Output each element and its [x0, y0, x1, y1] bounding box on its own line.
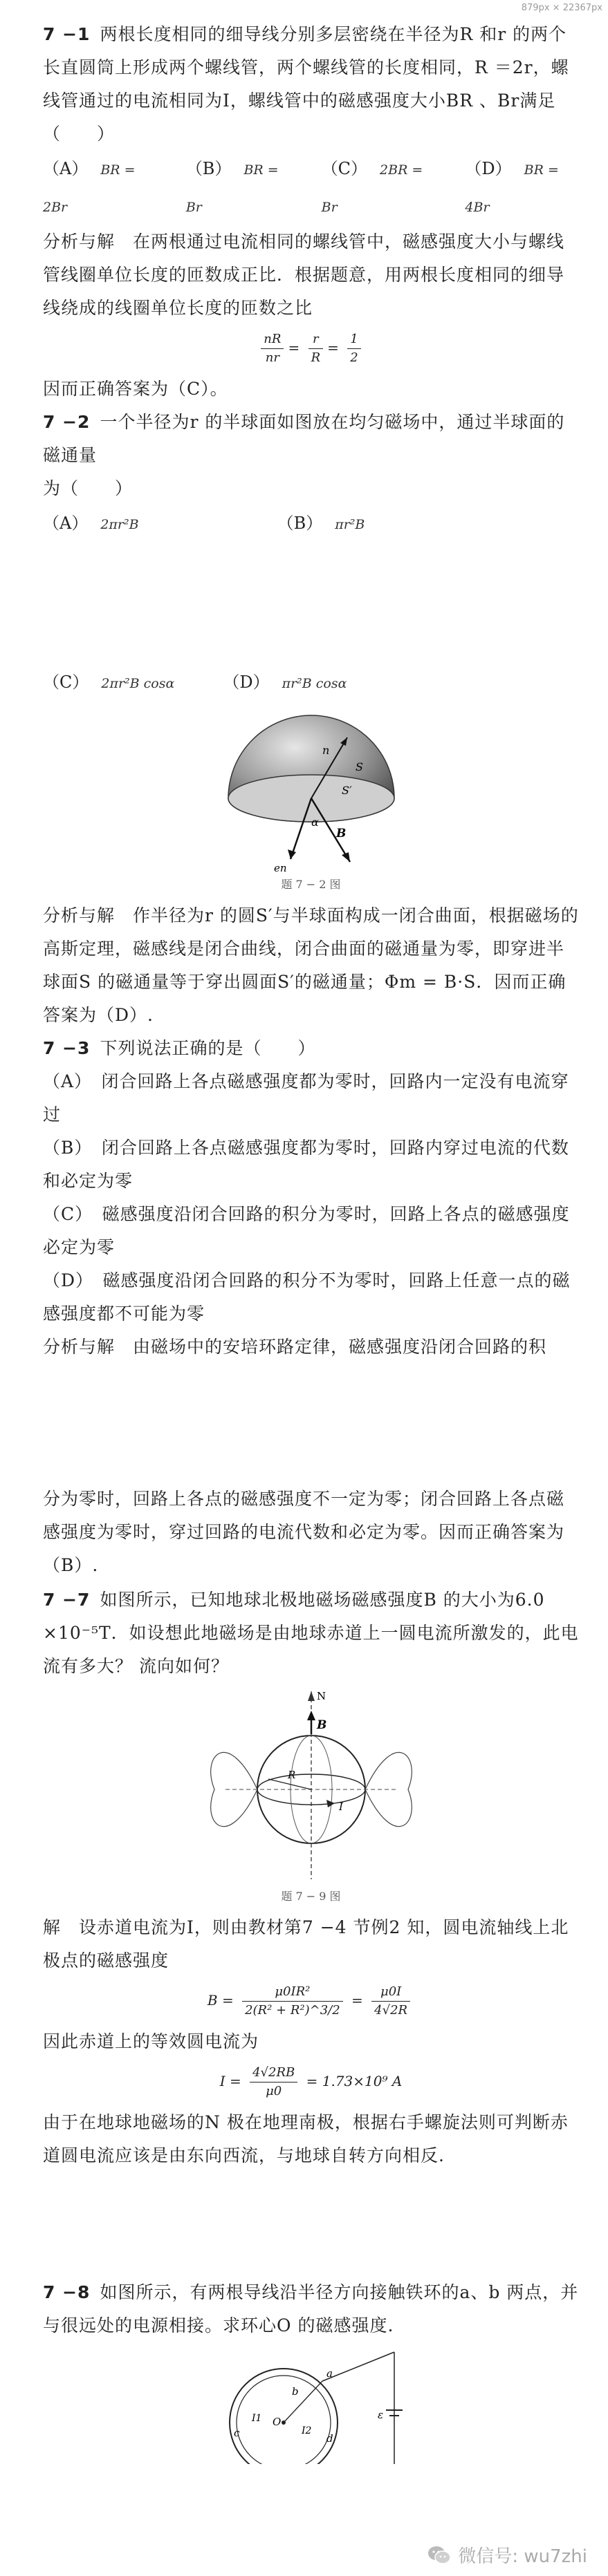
label-o: O [272, 2416, 281, 2428]
earth-figure [187, 1686, 436, 1886]
watermark-text: 微信号: wu7zhi [458, 2546, 587, 2567]
label-s: S [355, 760, 363, 773]
q1-options [43, 151, 579, 225]
label-en: en [273, 862, 287, 874]
content [43, 12, 579, 2464]
q8-text: 7 −8 如图所示，有两根导线沿半径方向接触铁环的a、b 两点，并与很远处的电源相接。求环心O 的磁感强度. [43, 2282, 579, 2335]
label-b: B [316, 1718, 326, 1732]
label-b: B [335, 827, 346, 840]
q2-options-row1 [43, 505, 579, 543]
label-r: R [287, 1769, 295, 1781]
label-c: c [233, 2427, 239, 2439]
q3-option-c: （C） 磁感强度沿闭合回路的积分为零时，回路上各点的磁感强度必定为零 [43, 1204, 570, 1257]
q1-option-d: （D） BR = 4Br [465, 159, 559, 215]
ring-figure [180, 2347, 443, 2464]
label-i2: I2 [301, 2425, 311, 2436]
q1-option-a: （A） BR = 2Br [43, 159, 136, 215]
label-a: a [326, 2367, 333, 2380]
q1-formula: $\frac{nR}{nr}$ = $\frac{r}{R}$ = $\frac{1}{2}$ [43, 330, 579, 367]
q2-option-b: （B） πr²B [277, 514, 365, 533]
q9-text: 7 −7 如图所示，已知地球北极地磁场磁感强度B 的大小为6.0 ×10⁻⁵T．如设想此地磁场是由地球赤道上一圆电流所激发的，此电流有多大？ 流向如何？ [43, 1590, 579, 1676]
label-i1: I1 [251, 2413, 261, 2424]
q1-option-c: （C） 2BR = Br [321, 159, 423, 215]
label-d: d [326, 2432, 333, 2445]
label-north: N [316, 1690, 326, 1702]
watermark [427, 2542, 587, 2568]
label-i: I [338, 1801, 343, 1813]
q2-head: 7 −2 [43, 412, 91, 432]
q3-option-b: （B） 闭合回路上各点磁感强度都为零时，回路内穿过电流的代数和必定为零 [43, 1138, 569, 1191]
q1-head: 7 −1 [43, 24, 91, 44]
q2-option-a: （A） 2πr²B [43, 514, 139, 533]
label-alpha: α [311, 816, 319, 829]
dimension-tag: 879px × 22367px [521, 3, 602, 13]
q1-answer: 因而正确答案为（C）。 [43, 379, 228, 399]
q9-head: 7 −7 [43, 1590, 91, 1610]
q8-head: 7 −8 [43, 2282, 91, 2302]
q3-head: 7 −3 [43, 1038, 91, 1058]
q3-analysis-2: 分为零时，回路上各点的磁感强度不一定为零；闭合回路上各点磁感强度为零时，穿过回路的电流代数和必定为零。因而正确答案为（B）. [43, 1489, 565, 1575]
q2-options-row2 [43, 664, 579, 702]
label-emf: ε [377, 2409, 383, 2421]
q9-solution: 解 设赤道电流为I，则由教材第7 −4 节例2 知，圆电流轴线上北极点的磁感强度 [43, 1917, 569, 1971]
label-n: n [322, 744, 329, 757]
hemisphere-figure [187, 702, 436, 874]
q9-conclusion: 由于在地球地磁场的N 极在地理南极，根据右手螺旋法则可判断赤道圆电流应该是由东向西流，与地球自转方向相反. [43, 2112, 569, 2165]
q1-text: 7 −1 两根长度相同的细导线分别多层密绕在半径为R 和r 的两个长直圆筒上形成两个螺线管，两个螺线管的长度相同，R ＝2r，螺线管通过的电流相同为I，螺线管中的磁感强度大小BR 、Br满足（ ） [43, 24, 569, 144]
q1-analysis: 分析与解 在两根通过电流相同的螺线管中，磁感强度大小与螺线管线圈单位长度的匝数成正比．根据题意，用两根长度相同的细导线绕成的线圈单位长度的匝数之比 [43, 232, 565, 318]
q9-caption: 题 7 − 9 图 [281, 1890, 341, 1903]
q2-text: 7 −2 一个半径为r 的半球面如图放在均匀磁场中，通过半球面的磁通量 [43, 412, 565, 465]
q3-analysis-1: 分析与解 由磁场中的安培环路定律，磁感强度沿闭合回路的积 [43, 1337, 547, 1357]
label-b-point: b [291, 2385, 299, 2398]
q9-formula-1: B = $\frac{\text{μ0IR²}}{\text{2(R² + R²)\textasciicircum{}3/2}}$ = $\frac{\mu 0I}{4√2R}$ [43, 1983, 579, 2020]
q1-option-b: （B） BR = Br [185, 159, 279, 215]
q2-text2: 为（ ） [43, 478, 133, 498]
wechat-icon [427, 2545, 451, 2566]
q2-option-c: （C） 2πr²B cosα [43, 673, 175, 692]
q3-option-a: （A） 闭合回路上各点磁感强度都为零时，回路内一定没有电流穿过 [43, 1071, 569, 1125]
q3-option-d: （D） 磁感强度沿闭合回路的积分不为零时，回路上任意一点的磁感强度都不可能为零 [43, 1270, 571, 1324]
q3-text: 7 −3 下列说法正确的是（ ） [43, 1038, 316, 1058]
q9-text2: 因此赤道上的等效圆电流为 [43, 2031, 259, 2051]
q9-formula-2: I = $\frac{4√2RB}{\mu 0}$ = 1.73×10⁹ A [219, 2065, 403, 2098]
q2-option-d: （D） πr²B cosα [223, 673, 347, 692]
q2-caption: 题 7 − 2 图 [281, 878, 341, 891]
label-s-prime: S′ [341, 784, 352, 797]
q2-analysis: 分析与解 作半径为r 的圆S′与半球面构成一闭合曲面，根据磁场的高斯定理，磁感线是闭合曲线，闭合曲面的磁通量为零，即穿进半球面S 的磁通量等于穿出圆面S′的磁通量；Φm = B·S．因而正确答案为（D）. [43, 905, 579, 1025]
